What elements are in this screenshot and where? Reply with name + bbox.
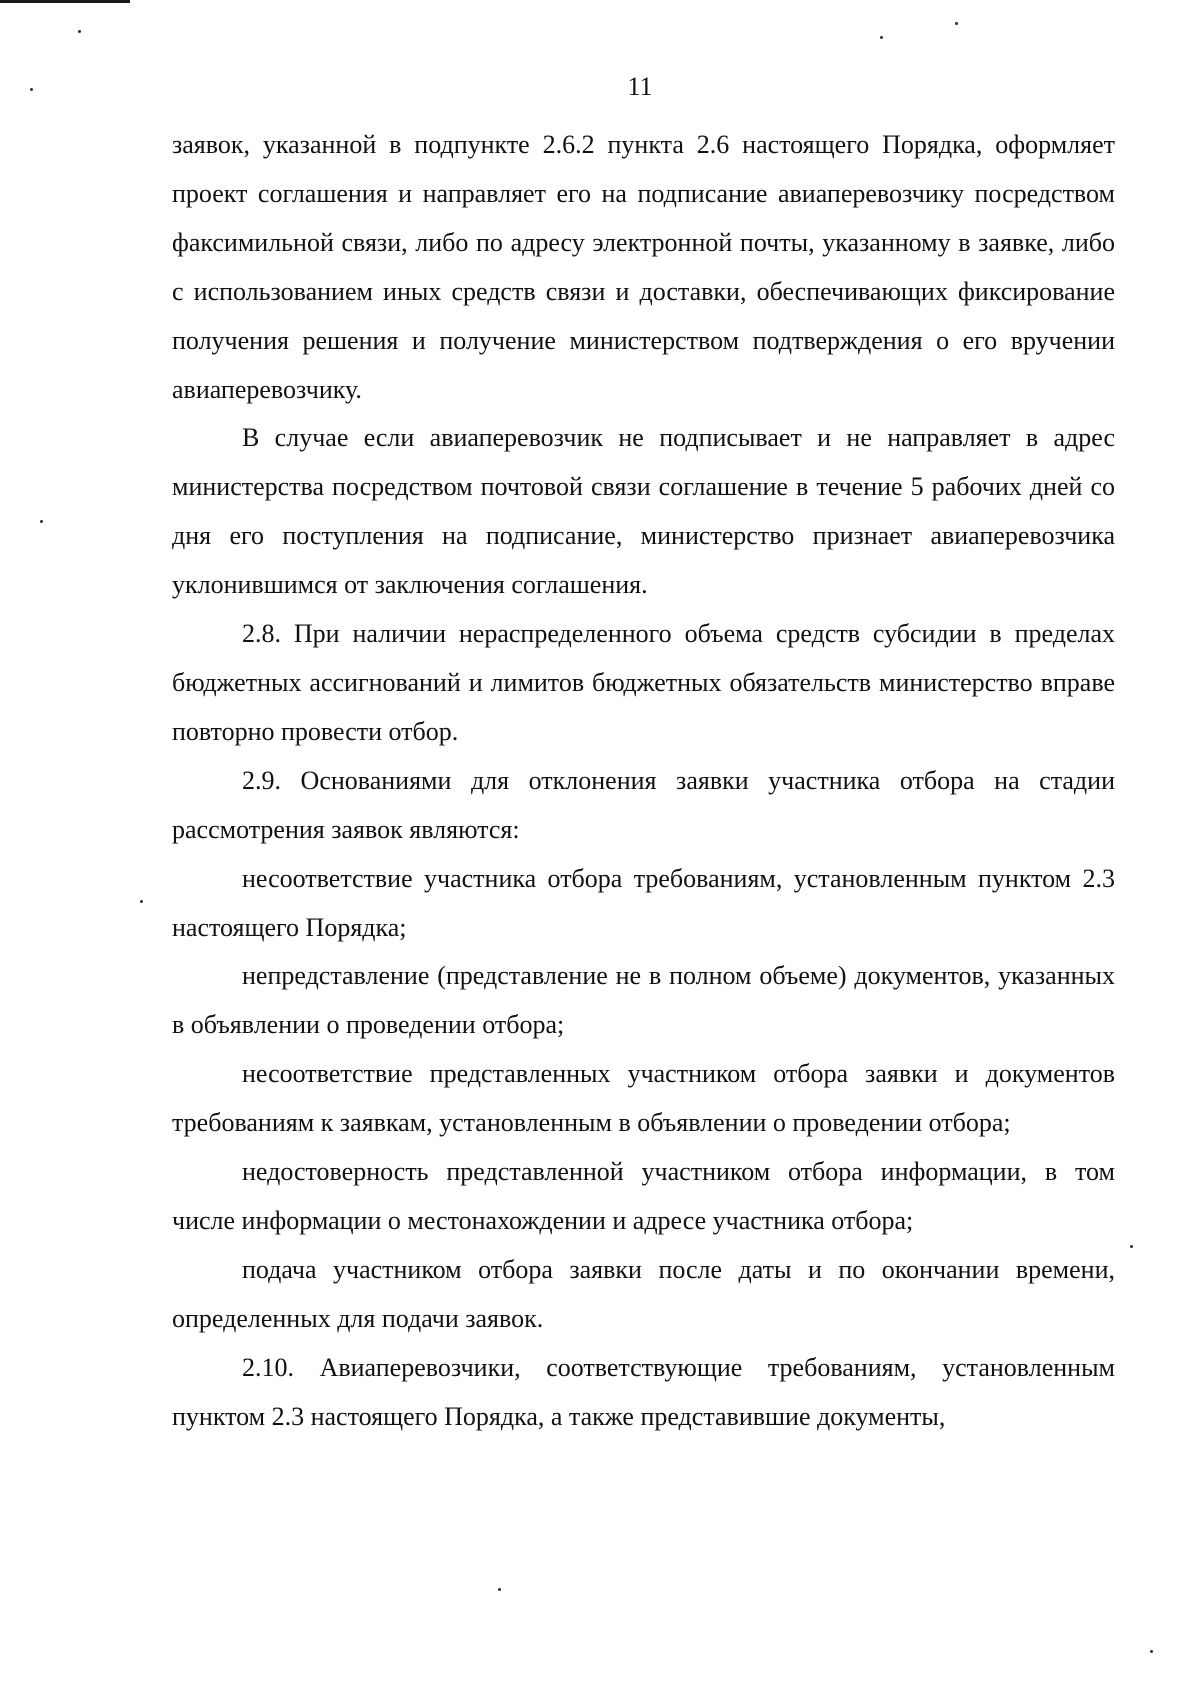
paragraph-continuation: заявок, указанной в подпункте 2.6.2 пункта 2.6 настоящего Порядка, оформляет проект соглашения и направляет его на подписание авиаперевозчику посредством факсимильной связи, либо по адресу электронной почты, указанному в заявке, либо с использованием иных средств связи и доставки, обеспечивающих фиксирование получения решения и получение министерством подтверждения о его вручении авиаперевозчику.	[172, 130, 1115, 404]
scan-speck	[498, 1588, 501, 1591]
paragraph-2-9: 2.9. Основаниями для отклонения заявки участника отбора на стадии рассмотрения заявок являются:	[172, 765, 1115, 844]
paragraph-rejection-reason-1: несоответствие участника отбора требованиям, установленным пунктом 2.3 настоящего Порядка;	[172, 863, 1115, 942]
scan-speck	[78, 30, 81, 33]
paragraph-rejection-reason-4: недостоверность представленной участником отбора информации, в том числе информации о местонахождении и адресе участника отбора;	[172, 1157, 1115, 1235]
scan-speck	[40, 520, 43, 523]
document-body	[172, 121, 1115, 1441]
scan-edge-line	[0, 0, 130, 3]
scan-speck	[30, 88, 33, 91]
scan-speck	[880, 36, 883, 39]
paragraph-rejection-reason-5: подача участником отбора заявки после даты и по окончании времени, определенных для подачи заявок.	[172, 1254, 1115, 1333]
paragraph-rejection-reason-2: непредставление (представление не в полном объеме) документов, указанных в объявлении о проведении отбора;	[172, 961, 1115, 1040]
scan-speck	[1150, 1650, 1153, 1653]
paragraph-2-10: 2.10. Авиаперевозчики, соответствующие требованиям, установленным пунктом 2.3 настоящего Порядка, а также представившие документы,	[172, 1352, 1115, 1431]
scan-speck	[140, 900, 143, 903]
page-number: 11	[627, 72, 653, 101]
paragraph-rejection-reason-3: несоответствие представленных участником отбора заявки и документов требованиям к заявкам, установленным в объявлении о проведении отбора;	[172, 1059, 1115, 1138]
paragraph-2-8: 2.8. При наличии нераспределенного объема средств субсидии в пределах бюджетных ассигнований и лимитов бюджетных обязательств министерство вправе повторно провести отбор.	[172, 619, 1115, 746]
scan-speck	[955, 22, 958, 25]
paragraph-evasion: В случае если авиаперевозчик не подписывает и не направляет в адрес министерства посредством почтовой связи соглашение в течение 5 рабочих дней со дня его поступления на подписание, министерство признает авиаперевозчика уклонившимся от заключения соглашения.	[172, 423, 1115, 600]
scan-speck	[1130, 1245, 1133, 1248]
